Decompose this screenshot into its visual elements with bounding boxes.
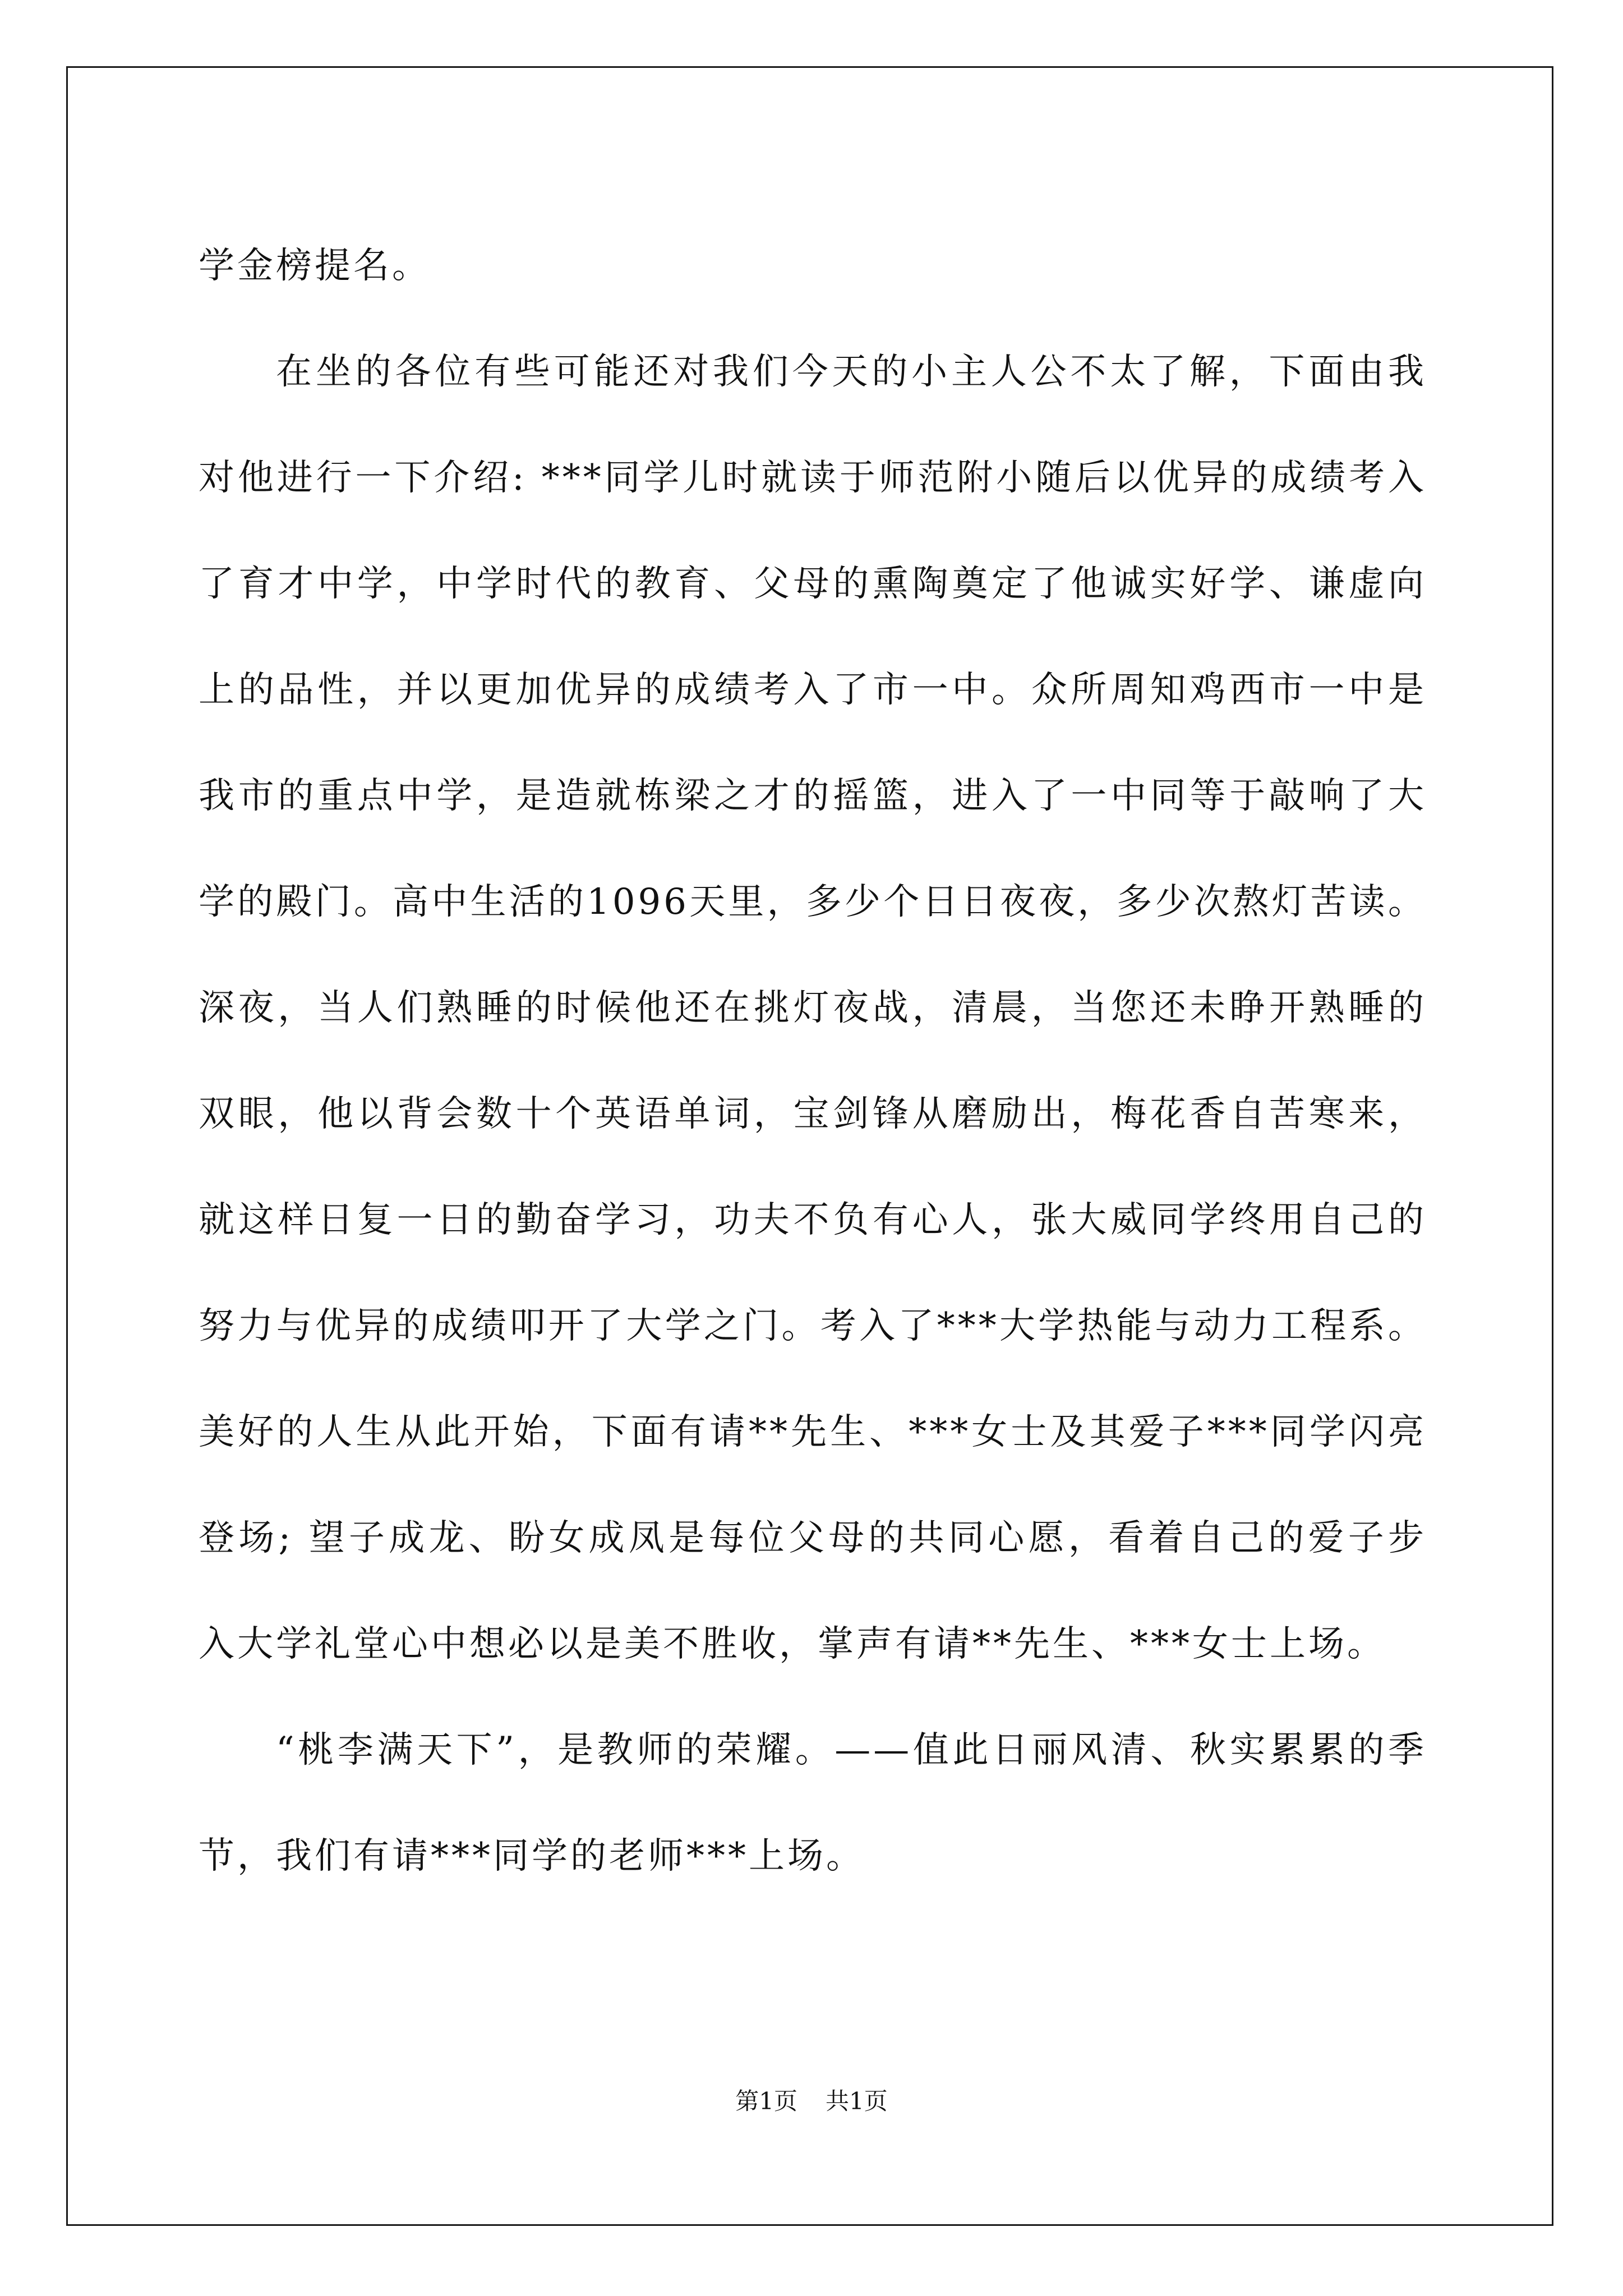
- page-footer: [0, 2085, 1623, 2118]
- page-number-total: 共1页: [826, 2087, 888, 2115]
- paragraph-teacher: “桃李满天下”，是教师的荣耀。——值此日丽风清、秋实累累的季节，我们有请***同学的老师***上场。: [199, 1729, 1427, 1877]
- document-body: [199, 213, 1427, 1910]
- paragraph-continuation: 学金榜提名。: [199, 245, 431, 287]
- page-number-current: 第1页: [735, 2087, 797, 2115]
- paragraph-introduction: 在坐的各位有些可能还对我们今天的小主人公不太了解，下面由我对他进行一下介绍: ***同学儿时就读于师范附小随后以优异的成绩考入了育才中学，中学时代的教育、父母的熏陶奠定了他诚实好学、谦虚向上的品性，并以更加优异的成绩考入了市一中。众所周知鸡西市一中是我市的重点中学，是造就栋梁之才的摇篮，进入了一中同等于敲响了大学的殿门。高中生活的1096天里，多少个日日夜夜，多少次熬灯苦读。深夜，当人们熟睡的时候他还在挑灯夜战，清晨，当您还未睁开熟睡的双眼，他以背会数十个英语单词，宝剑锋从磨励出，梅花香自苦寒来，就这样日复一日的勤奋学习，功夫不负有心人，张大威同学终用自己的努力与优异的成绩叩开了大学之门。考入了***大学热能与动力工程系。美好的人生从此开始，下面有请**先生、***女士及其爱子***同学闪亮登场; 望子成龙、盼女成凤是每位父母的共同心愿，看着自己的爱子步入大学礼堂心中想必以是美不胜收，掌声有请**先生、***女士上场。: [199, 351, 1427, 1665]
